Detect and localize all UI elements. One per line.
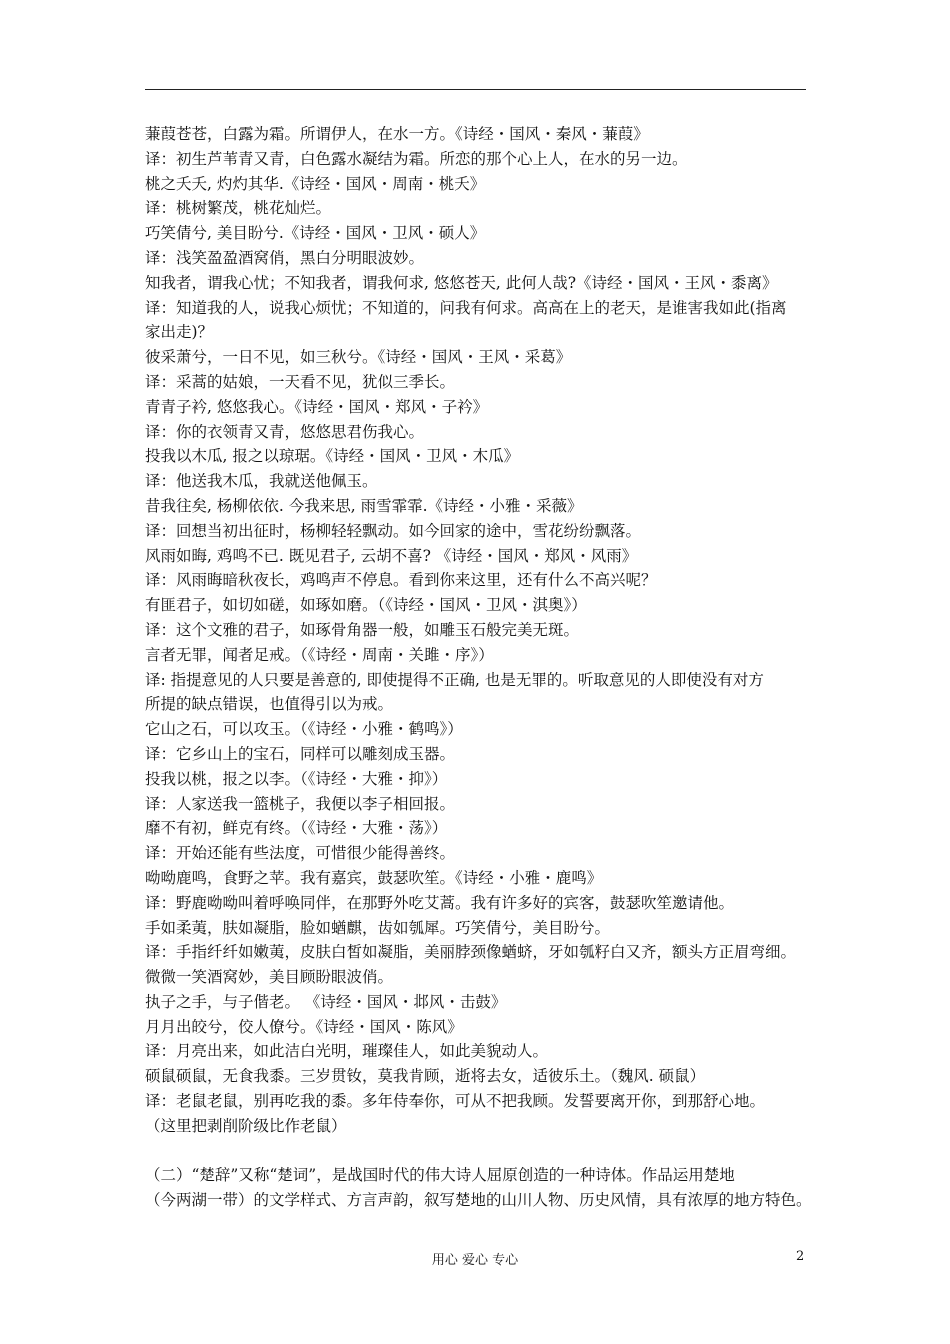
text-line: 译：它乡山上的宝石，同样可以雕刻成玉器。 [145, 744, 456, 763]
text-line: 微微一笑酒窝妙，美目顾盼眼波俏。 [145, 968, 394, 987]
text-line: 译：老鼠老鼠，别再吃我的黍。多年侍奉你，可从不把我顾。发誓要离开你，到那舒心地。 [145, 1092, 766, 1111]
text-line: 译：月亮出来，如此洁白光明，璀璨佳人，如此美貌动人。 [145, 1042, 549, 1061]
paragraph-gap [145, 1139, 825, 1164]
text-line: 译：你的衣领青又青，悠悠思君伤我心。 [145, 422, 425, 441]
text-line: 言者无罪，闻者足戒。（《诗经・周南・关雎・序》） [145, 645, 494, 664]
text-line: 风雨如晦, 鸡鸣不已. 既见君子, 云胡不喜? 《诗经・国风・郑风・风雨》 [145, 546, 638, 565]
text-line: 桃之夭夭, 灼灼其华.《诗经・国风・周南・桃夭》 [145, 174, 486, 193]
text-line: 有匪君子，如切如磋，如琢如磨。（《诗经・国风・卫风・淇奥》） [145, 596, 587, 615]
text-line: 彼采萧兮，一日不见，如三秋兮。《诗经・国风・王风・采葛》 [145, 348, 572, 367]
text-line: 巧笑倩兮, 美目盼兮.《诗经・国风・卫风・硕人》 [145, 224, 486, 243]
text-line: 投我以桃，报之以李。（《诗经・大雅・抑》） [145, 769, 448, 788]
text-line: （这里把剥削阶级比作老鼠） [145, 1116, 347, 1135]
text-line: 青青子衿, 悠悠我心。《诗经・国风・郑风・子衿》 [145, 397, 489, 416]
text-line: 译：采蒿的姑娘，一天看不见，犹似三季长。 [145, 372, 456, 391]
text-line: 它山之石，可以攻玉。（《诗经・小雅・鹤鸣》） [145, 720, 463, 739]
text-line: 译：初生芦苇青又青，白色露水凝结为霜。所恋的那个心上人，在水的另一边。 [145, 149, 688, 168]
text-line: 所提的缺点错误，也值得引以为戒。 [145, 695, 394, 714]
text-line: 译：他送我木瓜，我就送他佩玉。 [145, 472, 378, 491]
text-line: 硕鼠硕鼠，无食我黍。三岁贯钕，莫我肯顾，逝将去女，适彼乐土。（魏风. 硕鼠） [145, 1067, 706, 1086]
text-line: 译：知道我的人，说我心烦忧；不知道的，问我有何求。高高在上的老天，是谁害我如此(指离 [145, 298, 787, 317]
text-line: （今两湖一带）的文学样式、方言声韵，叙写楚地的山川人物、历史风情，具有浓厚的地方特色。 [145, 1191, 812, 1210]
text-line: 译：开始还能有些法度，可惜很少能得善终。 [145, 844, 456, 863]
text-line: （二）“楚辞”又称“楚词”，是战国时代的伟大诗人屈原创造的一种诗体。作品运用楚地 [145, 1166, 735, 1185]
text-line: 手如柔荑，肤如凝脂，脸如蝤麒，齿如瓠犀。巧笑倩兮，美目盼兮。 [145, 918, 611, 937]
text-line: 译：这个文雅的君子，如琢骨角器一般，如雕玉石般完美无斑。 [145, 620, 580, 639]
text-line: 昔我往矣, 杨柳依依. 今我来思, 雨雪霏霏.《诗经・小雅・采薇》 [145, 496, 583, 515]
text-line: 译：风雨晦暗秋夜长，鸡鸣声不停息。看到你来这里，还有什么不高兴呢？ [145, 571, 657, 590]
text-line: 译：手指纤纤如嫩荑，皮肤白皙如凝脂，美丽脖颈像蝤蛴，牙如瓠籽白又齐，额头方正眉弯细。 [145, 943, 797, 962]
text-line: 家出走)？ [145, 323, 214, 342]
text-line: 译: 指提意见的人只要是善意的, 即使提得不正确, 也是无罪的。听取意见的人即使没有对方 [145, 670, 764, 689]
text-line: 译：人家送我一篮桃子，我便以李子相回报。 [145, 794, 456, 813]
text-line: 译：桃树繁茂，桃花灿烂。 [145, 199, 332, 218]
text-line: 译：浅笑盈盈酒窝俏，黑白分明眼波妙。 [145, 248, 425, 267]
text-line: 译：回想当初出征时，杨柳轻轻飘动。如今回家的途中，雪花纷纷飘落。 [145, 521, 642, 540]
document-body [145, 122, 825, 1213]
text-line: 月月出皎兮，佼人僚兮。《诗经・国风・陈风》 [145, 1017, 463, 1036]
text-line: 投我以木瓜, 报之以琼琚。《诗经・国风・卫风・木瓜》 [145, 447, 520, 466]
text-line: 靡不有初，鲜克有终。（《诗经・大雅・荡》） [145, 819, 448, 838]
text-line: 蒹葭苍苍，白露为霜。所谓伊人，在水一方。《诗经・国风・秦风・蒹葭》 [145, 125, 649, 143]
header-rule [145, 89, 806, 90]
footer-motto: 用心 爱心 专心 [431, 1253, 519, 1268]
text-line: 知我者，谓我心忧；不知我者，谓我何求, 悠悠苍天, 此何人哉?《诗经・国风・王风・黍离》 [145, 273, 778, 292]
page-number: 2 [796, 1249, 805, 1264]
text-line: 译：野鹿呦呦叫着呼唤同伴，在那野外吃艾蒿。我有许多好的宾客，鼓瑟吹笙邀请他。 [145, 893, 735, 912]
text-line: 呦呦鹿鸣，食野之苹。我有嘉宾，鼓瑟吹笙。《诗经・小雅・鹿鸣》 [145, 868, 603, 887]
text-line: 执子之手，与子偕老。 《诗经・国风・邶风・击鼓》 [145, 992, 507, 1011]
